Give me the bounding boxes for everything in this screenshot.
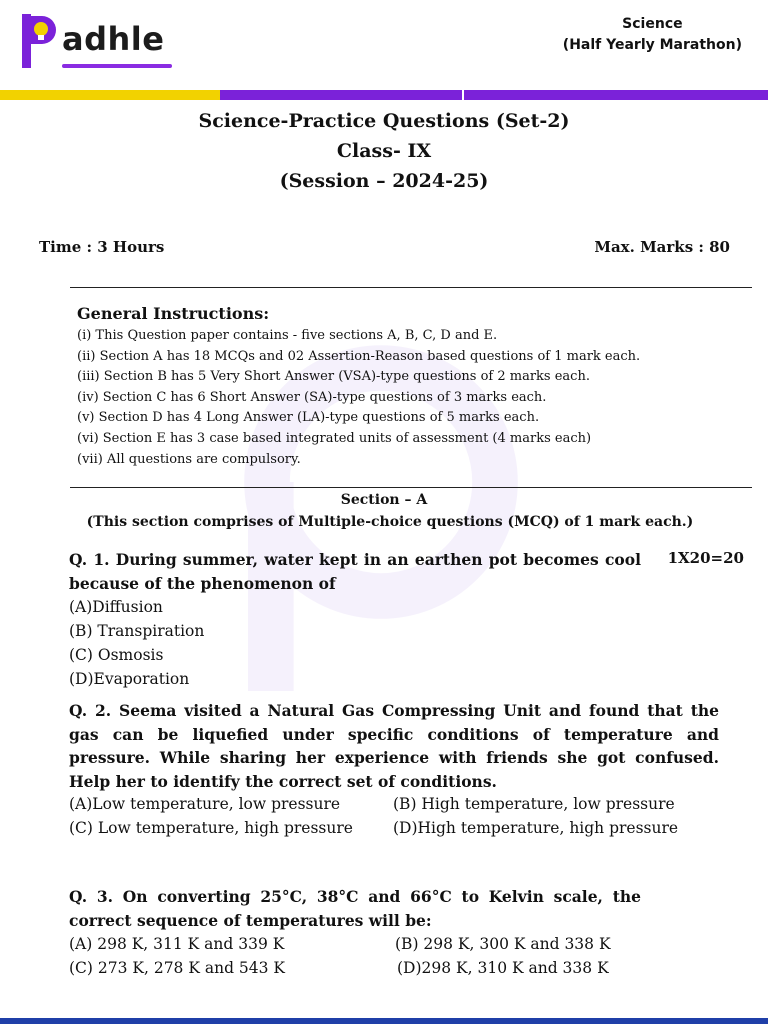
header-bar-yellow	[0, 90, 220, 100]
question-3-text: Q. 3. On converting 25°C, 38°C and 66°C to Kelvin scale, the correct sequence of temperatures will be:	[69, 887, 641, 930]
instruction-item: (iv) Section C has 6 Short Answer (SA)-type questions of 3 marks each.	[77, 389, 547, 405]
brand-underline	[62, 64, 172, 68]
instruction-item: (ii) Section A has 18 MCQs and 02 Assertion-Reason based questions of 1 mark each.	[77, 348, 641, 364]
paper-session: (Session – 2024-25)	[279, 170, 489, 192]
instruction-item: (vi) Section E has 3 case based integrated units of assessment (4 marks each)	[77, 430, 592, 446]
question-1-text: Q. 1. During summer, water kept in an earthen pot becomes cool because of the phenomenon of	[69, 550, 641, 593]
q2-option-a: (A)Low temperature, low pressure	[69, 795, 341, 813]
header-bar-purple	[220, 90, 768, 100]
q3-option-d: (D)298 K, 310 K and 338 K	[397, 959, 609, 977]
q2-option-c: (C) Low temperature, high pressure	[69, 819, 353, 837]
instructions-heading: General Instructions:	[77, 304, 270, 323]
divider-top	[70, 287, 752, 288]
instructions-list	[77, 326, 640, 470]
section-a-heading: Section – A	[340, 492, 428, 508]
brand-logo	[22, 14, 165, 70]
instruction-item: (vii) All questions are compulsory.	[77, 451, 301, 467]
footer-bar	[0, 1018, 768, 1024]
q3-option-a: (A) 298 K, 311 K and 339 K	[69, 935, 285, 953]
section-a-subheading: (This section comprises of Multiple-choice questions (MCQ) of 1 mark each.)	[86, 514, 694, 530]
q2-option-b: (B) High temperature, low pressure	[393, 795, 675, 813]
q2-option-d: (D)High temperature, high pressure	[393, 819, 679, 837]
section-a-marks: 1X20=20	[667, 549, 744, 567]
instruction-item: (iii) Section B has 5 Very Short Answer (VSA)-type questions of 2 marks each.	[77, 369, 590, 385]
q3-option-b: (B) 298 K, 300 K and 338 K	[395, 935, 611, 953]
paper-class: Class- IX	[336, 140, 432, 162]
lightbulb-icon	[22, 14, 56, 68]
exam-max-marks: Max. Marks : 80	[594, 238, 730, 256]
exam-time: Time : 3 Hours	[39, 238, 165, 256]
question-2-text: Q. 2. Seema visited a Natural Gas Compressing Unit and found that the gas can be liquefied under specific conditions of temperature and pressure. While sharing her experience with friends she got confused. Help her to identify the correct set of conditions.	[69, 701, 719, 791]
instruction-item: (v) Section D has 4 Long Answer (LA)-type questions of 5 marks each.	[77, 410, 540, 426]
q1-option-c: (C) Osmosis	[69, 646, 164, 664]
header-subtitle: (Half Yearly Marathon)	[562, 37, 742, 53]
q1-option-d: (D)Evaporation	[69, 670, 190, 688]
header-subject-block	[563, 14, 742, 56]
q1-option-a: (A)Diffusion	[69, 598, 163, 616]
paper-title: Science-Practice Questions (Set-2)	[198, 110, 570, 132]
q3-option-c: (C) 273 K, 278 K and 543 K	[69, 959, 286, 977]
brand-name: adhle	[62, 20, 165, 58]
header-bar-divider	[462, 90, 464, 100]
q1-option-b: (B) Transpiration	[69, 622, 205, 640]
header-subject: Science	[622, 16, 683, 32]
divider-middle	[70, 487, 752, 488]
instruction-item: (i) This Question paper contains - five sections A, B, C, D and E.	[77, 328, 498, 343]
